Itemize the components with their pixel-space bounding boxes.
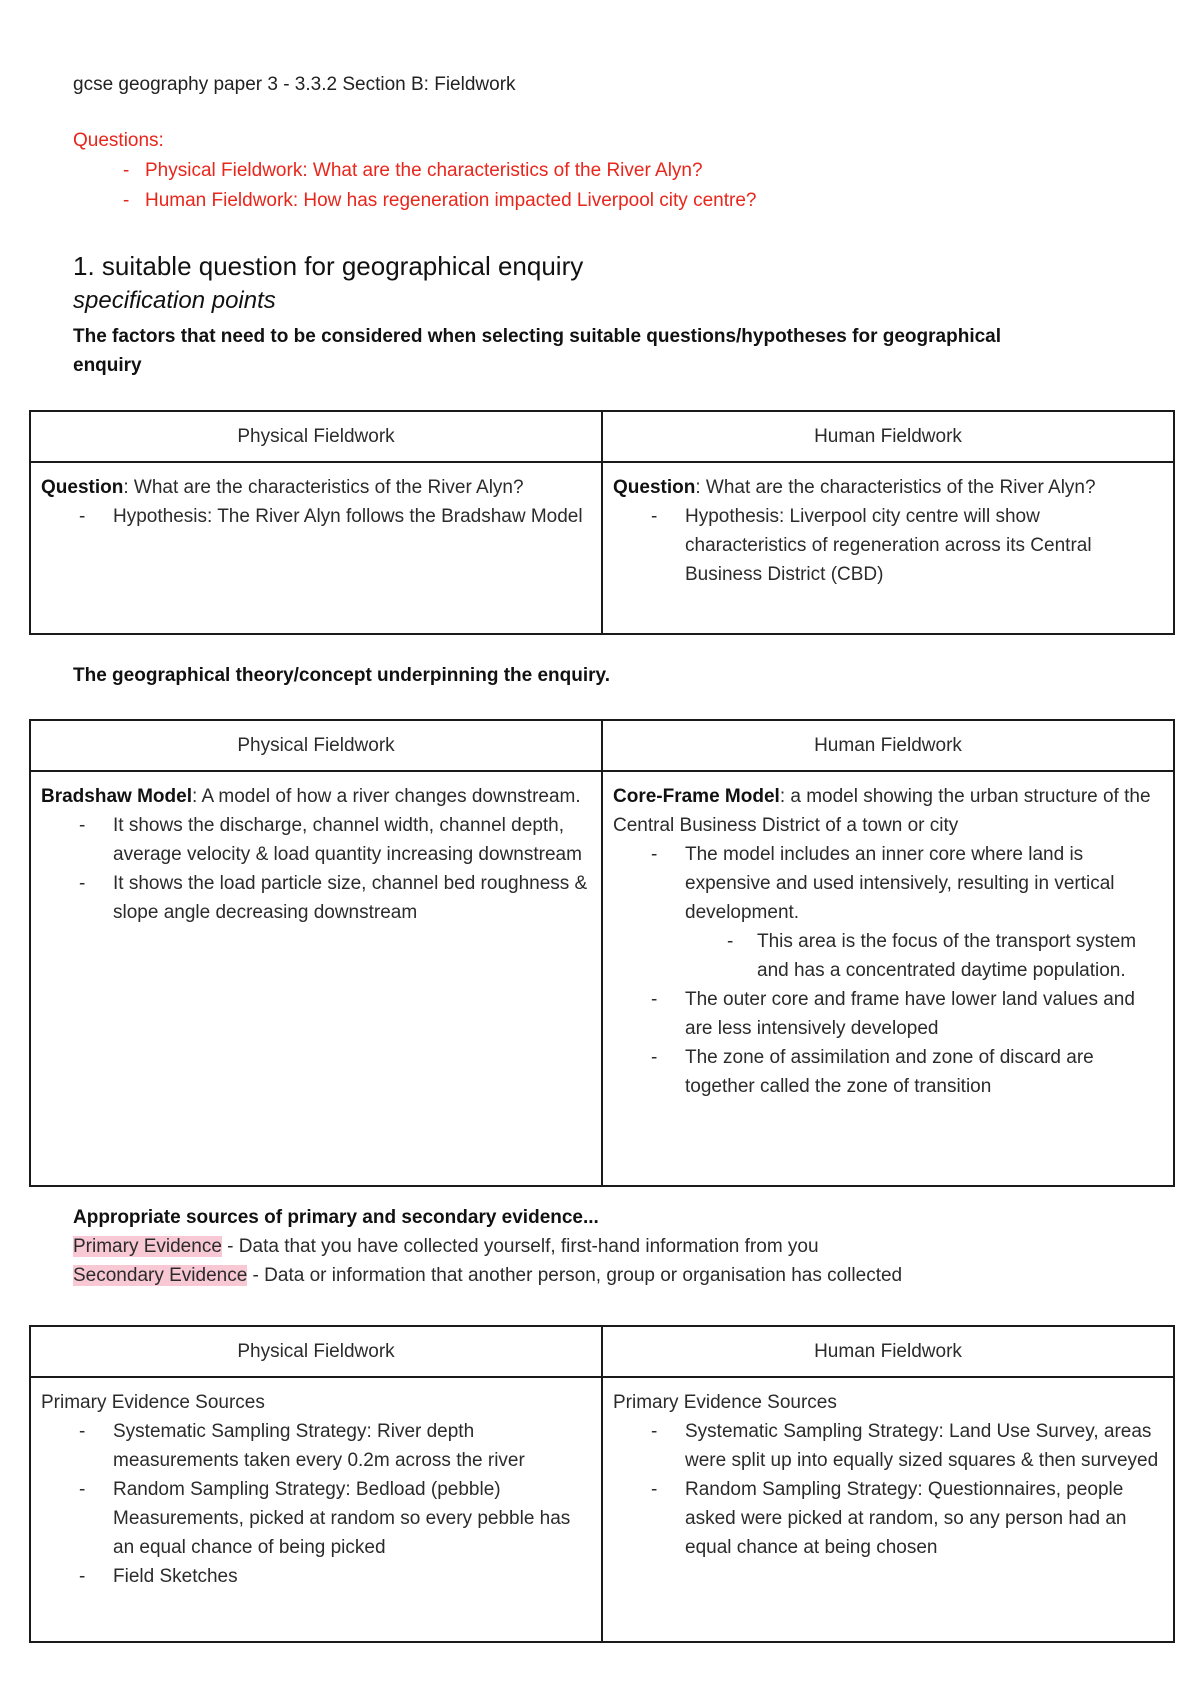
theory-point-text: The model includes an inner core where land is expensive and used intensively, resulting in vertical development. (685, 844, 1115, 923)
document-title: gcse geography paper 3 - 3.3.2 Section B: Fieldwork (73, 74, 516, 95)
hypothesis-list (41, 502, 591, 531)
human-evidence-cell (602, 1377, 1174, 1642)
questions-table (29, 410, 1175, 635)
evidence-point: - Random Sampling Strategy: Questionnaires, people asked were picked at random, so any person had an equal chance at being chosen (613, 1475, 1163, 1562)
header-physical-fieldwork: Physical Fieldwork (30, 1326, 602, 1377)
evidence-sources-heading: Primary Evidence Sources (41, 1392, 265, 1413)
theory-point: - It shows the load particle size, channel bed roughness & slope angle decreasing downstream (41, 869, 591, 927)
question-text: Physical Fieldwork: What are the characteristics of the River Alyn? (145, 160, 703, 181)
theory-point: - It shows the discharge, channel width, channel depth, average velocity & load quantity increasing downstream (41, 811, 591, 869)
evidence-point: - Systematic Sampling Strategy: Land Use Survey, areas were split up into equally sized squares & then surveyed (613, 1417, 1163, 1475)
header-human-fieldwork: Human Fieldwork (602, 411, 1174, 462)
hypothesis-item: - Hypothesis: Liverpool city centre will show characteristics of regeneration across its Central Business District (CBD) (613, 502, 1163, 589)
section-heading: 1. suitable question for geographical enquiry (73, 251, 584, 281)
primary-evidence-label: Primary Evidence (73, 1236, 222, 1257)
factors-heading: The factors that need to be considered when selecting suitable questions/hypotheses for geographical enquiry (73, 326, 1002, 376)
question-text: : What are the characteristics of the River Alyn? (695, 477, 1096, 498)
header-physical-fieldwork: Physical Fieldwork (30, 720, 602, 771)
theory-point: - The outer core and frame have lower land values and are less intensively developed (613, 985, 1163, 1043)
model-label: Core-Frame Model (613, 786, 780, 807)
physical-theory-cell (30, 771, 602, 1186)
evidence-point: - Field Sketches (41, 1562, 591, 1591)
bullet-dash: - (123, 160, 130, 181)
hypothesis-list (613, 502, 1163, 589)
evidence-sources-heading: Primary Evidence Sources (613, 1392, 837, 1413)
human-theory-cell (602, 771, 1174, 1186)
question-item-human (73, 186, 756, 216)
theory-table (29, 719, 1175, 1187)
theory-point (613, 840, 1163, 985)
question-text: : What are the characteristics of the River Alyn? (123, 477, 524, 498)
secondary-evidence-line (73, 1261, 902, 1290)
header-physical-fieldwork: Physical Fieldwork (30, 411, 602, 462)
spec-points-subheading: specification points (73, 287, 276, 314)
evidence-point: - Random Sampling Strategy: Bedload (pebble) Measurements, picked at random so every pebble has an equal chance of being picked (41, 1475, 591, 1562)
theory-subpoint: - This area is the focus of the transport system and has a concentrated daytime population. (685, 927, 1163, 985)
model-text: : a model showing the urban structure of the Central Business District of a town or city (613, 786, 1151, 836)
question-label: Question (613, 477, 696, 498)
physical-evidence-cell (30, 1377, 602, 1642)
model-label: Bradshaw Model (41, 786, 192, 807)
hypothesis-item: - Hypothesis: The River Alyn follows the Bradshaw Model (41, 502, 591, 531)
theory-heading: The geographical theory/concept underpinning the enquiry. (73, 665, 610, 686)
human-question-cell (602, 462, 1174, 634)
evidence-points (613, 1417, 1163, 1562)
question-label: Question (41, 477, 124, 498)
header-human-fieldwork: Human Fieldwork (602, 720, 1174, 771)
question-text: Human Fieldwork: How has regeneration impacted Liverpool city centre? (145, 190, 757, 211)
theory-points (613, 840, 1163, 1101)
evidence-point: - Systematic Sampling Strategy: River depth measurements taken every 0.2m across the river (41, 1417, 591, 1475)
questions-label: Questions: (73, 130, 164, 151)
secondary-evidence-label: Secondary Evidence (73, 1265, 248, 1286)
header-human-fieldwork: Human Fieldwork (602, 1326, 1174, 1377)
theory-points (41, 811, 591, 927)
sources-heading: Appropriate sources of primary and secondary evidence... (73, 1207, 599, 1228)
primary-evidence-line (73, 1232, 902, 1261)
question-item-physical (73, 156, 756, 186)
theory-subpoints (685, 927, 1163, 985)
secondary-evidence-definition: - Data or information that another person, group or organisation has collected (247, 1265, 903, 1286)
model-text: : A model of how a river changes downstream. (191, 786, 581, 807)
evidence-table (29, 1325, 1175, 1643)
evidence-block (73, 1203, 902, 1290)
evidence-points (41, 1417, 591, 1591)
primary-evidence-definition: - Data that you have collected yourself, first-hand information from you (221, 1236, 819, 1257)
physical-question-cell (30, 462, 602, 634)
theory-point: - The zone of assimilation and zone of discard are together called the zone of transition (613, 1043, 1163, 1101)
bullet-dash: - (123, 190, 130, 211)
questions-block (73, 130, 756, 216)
